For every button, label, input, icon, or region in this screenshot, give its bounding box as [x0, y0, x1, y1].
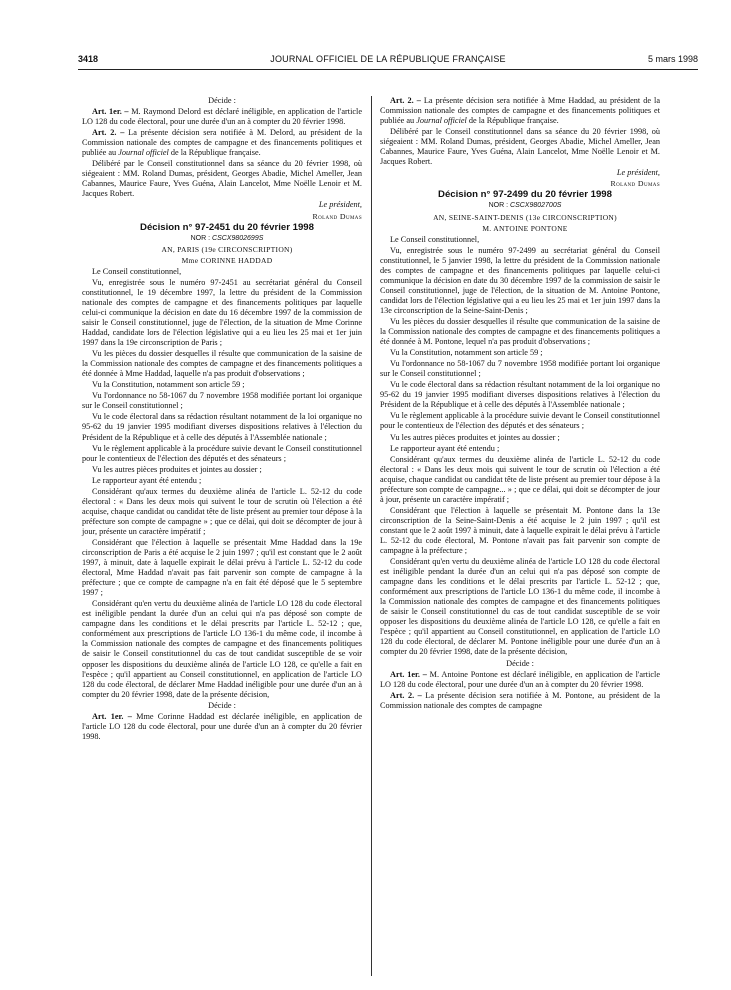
journal-reference: Journal officiel	[118, 148, 169, 158]
deliberation: Délibéré par le Conseil constitutionnel dans sa séance du 20 février 1998, où siégeaient : MM. Roland Dumas, président, Georges Abadie, Michel Ameller, Jean Cabannes, Maurice Faure, Yves Guéna, Alain Lancelot, Mme Noëlle Lenoir et M. Jacques Robert.	[380, 127, 660, 167]
page-number: 3418	[78, 54, 99, 64]
article-1	[82, 712, 362, 742]
decision-paragraph: Considérant qu'aux termes du deuxième alinéa de l'article L. 52-12 du code électoral : « Dans les deux mois qui suivent le tour de scrutin où l'élection a été acquise, chaque candidat ou candidat tête de liste présent au premier tour dépose à la préfecture son compte de campagne... » ; que ce délai, qui doit se décompter de jour à jour, présente un caractère impératif ;	[380, 454, 660, 504]
constituency: AN, PARIS (19e CIRCONSCRIPTION)	[161, 244, 293, 254]
nor-label: NOR :	[190, 234, 211, 242]
journal-title: JOURNAL OFFICIEL DE LA RÉPUBLIQUE FRANÇAISE	[270, 54, 506, 64]
decision-paragraph: Considérant que l'élection à laquelle se présentait M. Pontone dans la 13e circonscription de la Seine-Saint-Denis a été acquise le 2 juin 1997 ; qu'il est constant que le 2 août 1997 à minuit, date à laquelle expirait le délai prévu à l'article L. 52-12 du code électoral, M. Pontone n'avait pas fait parvenir son compte de campagne à la préfecture ;	[380, 505, 660, 556]
decision-paragraph: Considérant que l'élection à laquelle se présentait Mme Haddad dans la 19e circonscription de Paris a été acquise le 2 juin 1997 ; qu'il est constant que le 2 août 1997, à minuit, date à laquelle expirait le délai prévu à l'article L. 52-12 du code électoral, Mme Haddad n'avait pas fait parvenir son compte de campagne à la préfecture ; que ce compte de campagne n'a en fait été déposé que le 5 septembre 1997 ;	[82, 537, 362, 598]
article-1	[82, 107, 362, 127]
decision-paragraph: Vu, enregistrée sous le numéro 97-2499 au secrétariat général du Conseil constitutionnel, le 5 janvier 1998, la lettre du président de la Commission nationale des comptes de campagne et des financements politiques par laquelle celui-ci communique la décision en date du 30 décembre 1997 de la commission de saisir le Conseil constitutionnel, juge de l'élection, de la situation de M. Antoine Pontone, candidat lors de l'élection législative qui a eu lieu les 25 mai et 1er juin 1997 dans la 13e circonscription de la Seine-Saint-Denis ;	[380, 245, 660, 315]
decision-paragraph: Vu, enregistrée sous le numéro 97-2451 au secrétariat général du Conseil constitutionnel, le 19 décembre 1997, la lettre du président de la Commission nationale des comptes de campagne et des financements politiques par laquelle celui-ci communique la décision en date du 16 décembre 1997 de la commission de saisir le Conseil constitutionnel, juge de l'élection, de la situation de Mme Corinne Haddad, candidate lors de l'élection législative qui a eu lieu les 25 mai et 1er juin 1997 dans la 19e circonscription de Paris ;	[82, 277, 362, 348]
article-label: Art. 2. –	[390, 690, 422, 700]
decide-heading: Décide :	[506, 658, 534, 668]
article-text: M. Raymond Delord est déclaré inéligible, en application de l'article LO 128 du code électoral, pour une durée d'un an à compter du 20 février 1998.	[82, 107, 363, 127]
decision-paragraph: Le rapporteur ayant été entendu ;	[390, 443, 500, 453]
decision-paragraph: Vu les pièces du dossier desquelles il résulte que communication de la saisine de la Commission nationale des comptes de campagne et des financements politiques a été donnée à Mme Haddad, laquelle n'a pas produit d'observations ;	[82, 349, 362, 379]
decision-paragraph: Vu le règlement applicable à la procédure suivie devant le Conseil constitutionnel pour le contentieux de l'élection des députés et des sénateurs ;	[380, 411, 660, 431]
decide-heading: Décide :	[208, 700, 236, 710]
decision-paragraph: Vu les autres pièces produites et jointes au dossier ;	[390, 432, 560, 442]
column-divider	[371, 96, 372, 976]
decision-paragraph: Vu la Constitution, notamment son article 59 ;	[390, 348, 543, 358]
decision-paragraph: Vu les pièces du dossier desquelles il résulte que communication de la saisine de la Commission nationale des comptes de campagne et des financements politiques a été donnée à M. Pontone, lequel n'a pas produit d'observations ;	[380, 316, 660, 347]
right-column	[380, 96, 660, 712]
candidate-name: Mme CORINNE HADDAD	[181, 255, 273, 265]
article-1	[380, 670, 660, 690]
nor-reference	[82, 234, 362, 244]
decision-paragraph: Vu la Constitution, notamment son article 59 ;	[92, 380, 245, 390]
article-text-end: de la République française.	[468, 116, 559, 126]
decision-paragraph: Le Conseil constitutionnel,	[390, 234, 480, 244]
journal-reference: Journal officiel	[416, 116, 467, 126]
constituency: AN, SEINE-SAINT-DENIS (13e CIRCONSCRIPTION)	[433, 212, 617, 222]
header-rule	[78, 69, 698, 70]
article-text: Mme Corinne Haddad est déclarée inéligible, en application de l'article LO 128 du code électoral, pour une durée d'un an à compter du 20 février 1998.	[82, 711, 362, 741]
article-label: Art. 2. –	[390, 96, 421, 105]
article-2	[380, 691, 660, 711]
article-text: La présente décision sera notifiée à M. Pontone, au président de la Commission nationale des comptes de campagne	[380, 690, 660, 710]
signature-name: Roland Dumas	[610, 179, 660, 189]
decision-paragraph: Vu l'ordonnance no 58-1067 du 7 novembre 1958 modifiée portant loi organique sur le Conseil constitutionnel ;	[380, 359, 660, 379]
nor-label: NOR :	[488, 202, 509, 210]
signature-role: Le président,	[616, 168, 660, 178]
article-text: La présente décision sera notifiée à M. Delord, au président de la Commission nationale des comptes de campagne et des financements politiques et publiée au	[82, 128, 362, 158]
article-text: La présente décision sera notifiée à Mme Haddad, au président de la Commission nationale des comptes de campagne et des financements politiques et publiée au	[380, 96, 661, 126]
signature-role: Le président,	[318, 200, 362, 210]
nor-code: CSCX9802699S	[212, 234, 264, 242]
decision-paragraph: Considérant qu'en vertu du deuxième alinéa de l'article LO 128 du code électoral est inéligible pendant la durée d'un an celui qui n'a pas déposé son compte de campagne dans les conditions et le délai prescrits par l'article L. 52-12 ; que, conformément aux prescriptions de l'article LO 136-1 du même code, il incombe à la Commission nationale des comptes de campagne et des financements politiques de saisir le Conseil constitutionnel du cas de tout candidat susceptible de se voir opposer les dispositions du deuxième alinéa de l'article LO 128, ce qu'elle a fait en l'espèce ; qu'il appartient au Conseil constitutionnel, en application de l'article LO 128 du code électoral, de déclarer Mme Haddad inéligible pour une durée d'un an à compter du 20 février 1998, date de la présente décision,	[82, 599, 362, 699]
decision-title: Décision n° 97-2499 du 20 février 1998	[438, 189, 612, 201]
nor-reference	[380, 201, 660, 211]
decision-paragraph: Le Conseil constitutionnel,	[92, 266, 182, 276]
article-text-end: de la République française.	[170, 148, 261, 158]
decision-paragraph: Vu l'ordonnance no 58-1067 du 7 novembre 1958 modifiée portant loi organique sur le Conseil constitutionnel ;	[82, 391, 362, 411]
article-label: Art. 1er. –	[92, 107, 129, 117]
issue-date: 5 mars 1998	[647, 54, 698, 64]
decision-paragraph: Vu les autres pièces produites et jointes au dossier ;	[92, 464, 262, 474]
nor-code: CSCX9802700S	[510, 202, 562, 210]
candidate-name: M. ANTOINE PONTONE	[482, 223, 568, 233]
decision-paragraph: Considérant qu'aux termes du deuxième alinéa de l'article L. 52-12 du code électoral : « Dans les deux mois qui suivent le tour de scrutin où l'élection a été acquise, chaque candidat ou candidat tête de liste présent au premier tour dépose à la préfecture son compte de campagne » ; que ce délai, qui doit se décompter de jour à jour, présente un caractère impératif ;	[82, 486, 362, 536]
article-label: Art. 2. –	[92, 128, 125, 138]
decision-paragraph: Considérant qu'en vertu du deuxième alinéa de l'article LO 128 du code électoral est inéligible pendant la durée d'un an celui qui n'a pas déposé son compte de campagne dans les conditions et le délai prescrits par l'article L. 52-12 ; que, conformément aux prescriptions de l'article LO 136-1 du même code, il incombe à la Commission nationale des comptes de campagne et des financements politiques de saisir le Conseil constitutionnel du cas de tout candidat susceptible de se voir opposer les dispositions du deuxième alinéa de l'article LO 128, ce qu'elle a fait en l'espèce ; qu'il appartient au Conseil constitutionnel, en application de l'article LO 128 du code électoral, de déclarer M. Pontone inéligible pour une durée d'un an à compter du 20 février 1998, date de la présente décision,	[380, 557, 660, 657]
article-2	[380, 96, 660, 126]
decision-paragraph: Vu le code électoral dans sa rédaction résultant notamment de la loi organique no 95-62 du 19 janvier 1995 modifiant diverses dispositions relatives à l'élection du Président de la République et à celle des députés à l'Assemblée nationale ;	[380, 380, 660, 410]
decision-paragraph: Vu le règlement applicable à la procédure suivie devant le Conseil constitutionnel pour le contentieux de l'élection des députés et des sénateurs ;	[82, 443, 362, 463]
article-text: M. Antoine Pontone est déclaré inéligible, en application de l'article LO 128 du code électoral, pour une durée d'un an à compter du 20 février 1998.	[380, 669, 660, 689]
article-label: Art. 1er. –	[390, 669, 427, 679]
decision-paragraph: Le rapporteur ayant été entendu ;	[92, 475, 202, 485]
decision-paragraph: Vu le code électoral dans sa rédaction résultant notamment de la loi organique no 95-62 du 19 janvier 1995 modifiant diverses dispositions relatives à l'élection du Président de la République et à celle des députés à l'Assemblée nationale ;	[82, 412, 362, 442]
article-label: Art. 1er. –	[92, 711, 132, 721]
page-header	[78, 54, 698, 68]
deliberation: Délibéré par le Conseil constitutionnel dans sa séance du 20 février 1998, où siégeaient : MM. Roland Dumas, président, Georges Abadie, Michel Ameller, Jean Cabannes, Maurice Faure, Yves Guéna, Alain Lancelot, Mme Noëlle Lenoir et M. Jacques Robert.	[82, 159, 362, 199]
decide-heading: Décide :	[208, 96, 236, 105]
article-2	[82, 128, 362, 158]
signature-name: Roland Dumas	[312, 211, 362, 221]
left-column	[82, 96, 362, 743]
decision-title: Décision n° 97-2451 du 20 février 1998	[140, 221, 314, 233]
